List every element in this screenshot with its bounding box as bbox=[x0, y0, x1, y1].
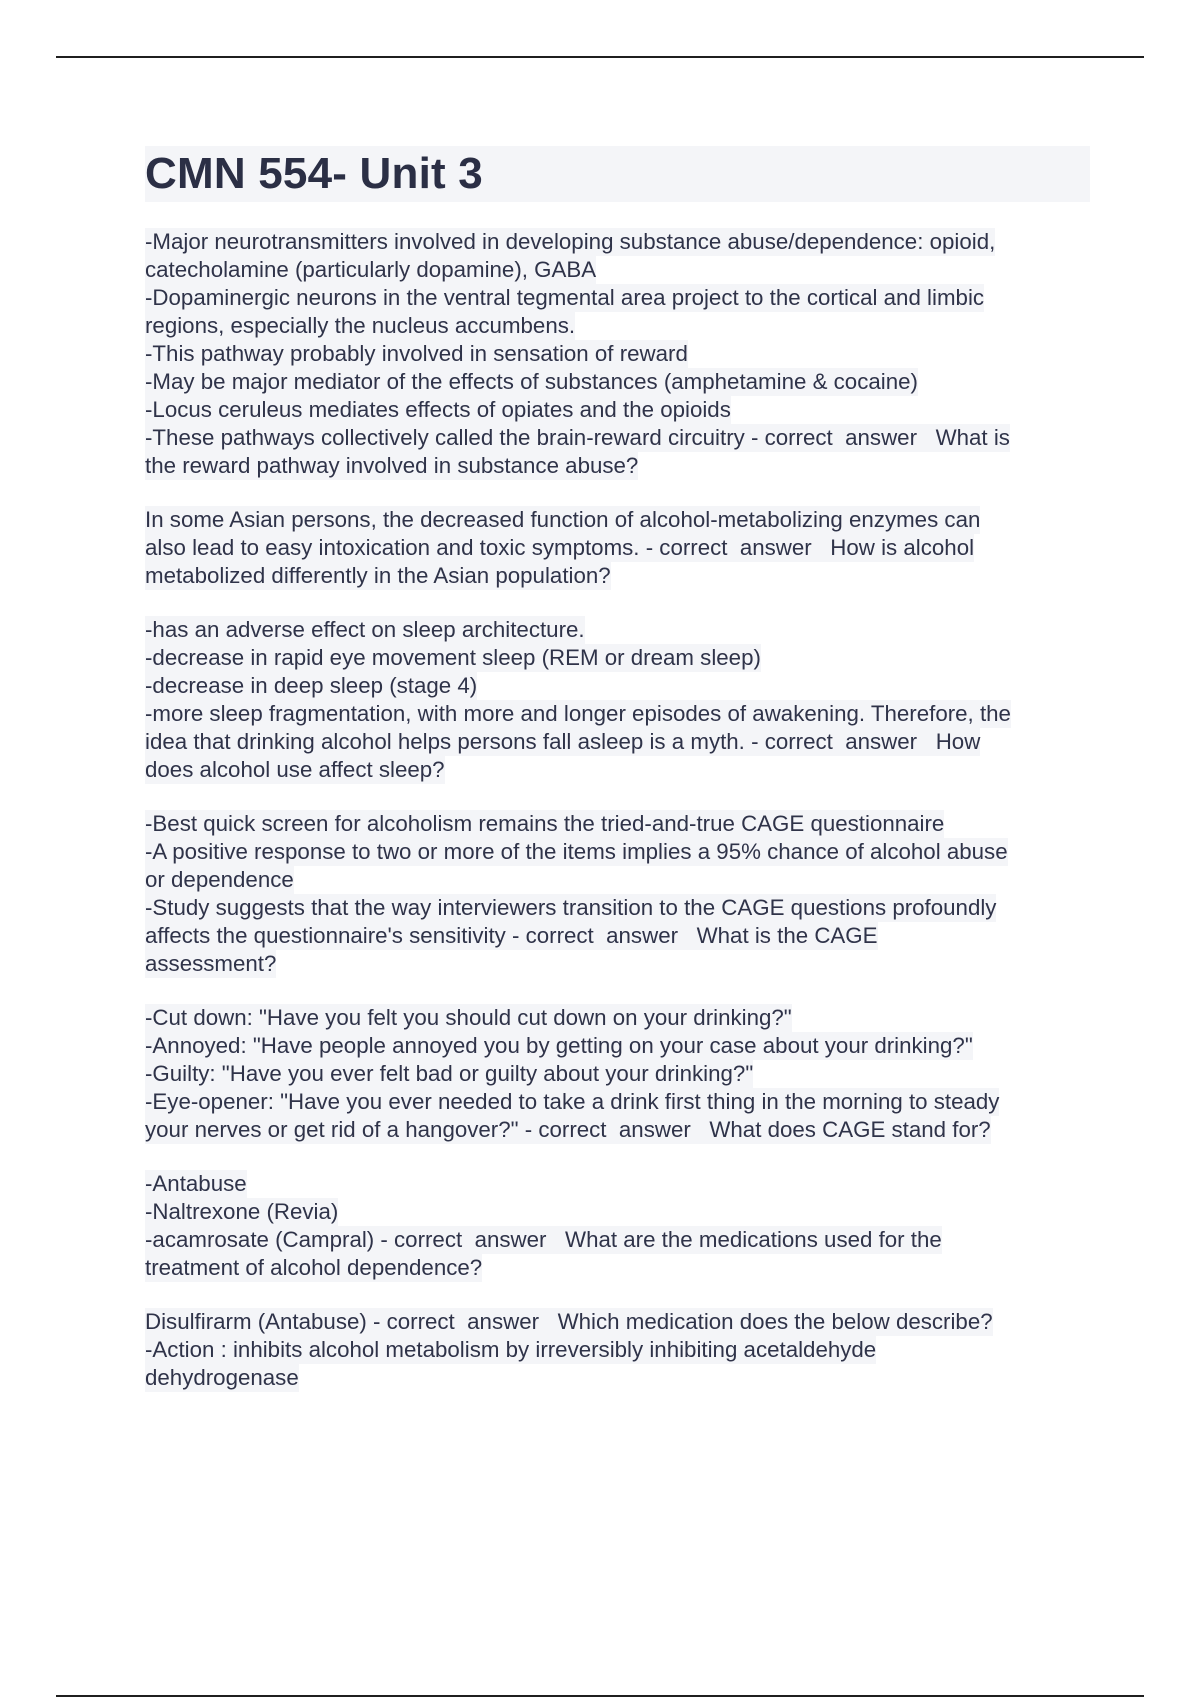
text-line: -Guilty: "Have you ever felt bad or guilty about your drinking?" bbox=[145, 1061, 754, 1086]
text-line: treatment of alcohol dependence? bbox=[145, 1255, 483, 1280]
text-line-row bbox=[145, 644, 1090, 672]
text-line: the reward pathway involved in substance abuse? bbox=[145, 453, 639, 478]
text-line-row bbox=[145, 1364, 1090, 1392]
qa-block bbox=[145, 228, 1090, 480]
text-line: idea that drinking alcohol helps persons fall asleep is a myth. - correct answer How bbox=[145, 729, 981, 754]
text-line: assessment? bbox=[145, 951, 277, 976]
text-line-row bbox=[145, 340, 1090, 368]
text-line: -This pathway probably involved in sensation of reward bbox=[145, 341, 688, 366]
text-line: -has an adverse effect on sleep architecture. bbox=[145, 617, 585, 642]
text-line: -Eye-opener: "Have you ever needed to take a drink first thing in the morning to steady bbox=[145, 1089, 1000, 1114]
text-line-row bbox=[145, 534, 1090, 562]
text-line: -May be major mediator of the effects of substances (amphetamine & cocaine) bbox=[145, 369, 918, 394]
text-line: -decrease in deep sleep (stage 4) bbox=[145, 673, 478, 698]
text-line: -Study suggests that the way interviewers transition to the CAGE questions profoundly bbox=[145, 895, 997, 920]
qa-block bbox=[145, 1004, 1090, 1144]
bottom-rule bbox=[56, 1695, 1144, 1697]
text-line: Disulfirarm (Antabuse) - correct answer Which medication does the below describe? bbox=[145, 1309, 993, 1334]
text-line-row bbox=[145, 866, 1090, 894]
text-line: -Dopaminergic neurons in the ventral tegmental area project to the cortical and limbic bbox=[145, 285, 985, 310]
text-line-row bbox=[145, 672, 1090, 700]
text-line-row bbox=[145, 368, 1090, 396]
text-line-row bbox=[145, 950, 1090, 978]
text-line: catecholamine (particularly dopamine), GABA bbox=[145, 257, 597, 282]
text-line: -Cut down: "Have you felt you should cut down on your drinking?" bbox=[145, 1005, 792, 1030]
text-line-row bbox=[145, 1254, 1090, 1282]
text-line-row bbox=[145, 1004, 1090, 1032]
text-line-row bbox=[145, 228, 1090, 256]
qa-block bbox=[145, 506, 1090, 590]
document-title: CMN 554- Unit 3 bbox=[145, 149, 483, 198]
text-line: -more sleep fragmentation, with more and longer episodes of awakening. Therefore, the bbox=[145, 701, 1011, 726]
text-line-row bbox=[145, 838, 1090, 866]
document-body bbox=[145, 146, 1090, 1418]
text-line: affects the questionnaire's sensitivity - correct answer What is the CAGE bbox=[145, 923, 878, 948]
text-line-row bbox=[145, 396, 1090, 424]
text-line-row bbox=[145, 452, 1090, 480]
text-line-row bbox=[145, 1088, 1090, 1116]
text-line: your nerves or get rid of a hangover?" - correct answer What does CAGE stand for? bbox=[145, 1117, 991, 1142]
text-line-row bbox=[145, 1032, 1090, 1060]
text-line-row bbox=[145, 1116, 1090, 1144]
qa-block bbox=[145, 810, 1090, 978]
text-line: -These pathways collectively called the brain-reward circuitry - correct answer What is bbox=[145, 425, 1010, 450]
text-line: -Naltrexone (Revia) bbox=[145, 1199, 339, 1224]
text-line-row bbox=[145, 506, 1090, 534]
text-line-row bbox=[145, 922, 1090, 950]
text-line: -Annoyed: "Have people annoyed you by getting on your case about your drinking?" bbox=[145, 1033, 973, 1058]
text-line: In some Asian persons, the decreased function of alcohol-metabolizing enzymes can bbox=[145, 507, 981, 532]
text-line: -decrease in rapid eye movement sleep (REM or dream sleep) bbox=[145, 645, 761, 670]
text-line-row bbox=[145, 894, 1090, 922]
text-line: dehydrogenase bbox=[145, 1365, 299, 1390]
text-line: or dependence bbox=[145, 867, 294, 892]
text-line-row bbox=[145, 1060, 1090, 1088]
text-line-row bbox=[145, 756, 1090, 784]
text-line-row bbox=[145, 284, 1090, 312]
text-line: -Major neurotransmitters involved in developing substance abuse/dependence: opioid, bbox=[145, 229, 996, 254]
text-line-row bbox=[145, 700, 1090, 728]
text-line-row bbox=[145, 1308, 1090, 1336]
text-line-row bbox=[145, 256, 1090, 284]
top-rule bbox=[56, 56, 1144, 58]
qa-block bbox=[145, 1170, 1090, 1282]
text-line-row bbox=[145, 728, 1090, 756]
text-line-row bbox=[145, 1226, 1090, 1254]
text-line: metabolized differently in the Asian population? bbox=[145, 563, 611, 588]
text-line-row bbox=[145, 616, 1090, 644]
text-line-row bbox=[145, 312, 1090, 340]
qa-block bbox=[145, 616, 1090, 784]
text-line-row bbox=[145, 424, 1090, 452]
text-line-row bbox=[145, 1336, 1090, 1364]
text-line: -A positive response to two or more of the items implies a 95% chance of alcohol abuse bbox=[145, 839, 1008, 864]
text-line: also lead to easy intoxication and toxic symptoms. - correct answer How is alcohol bbox=[145, 535, 975, 560]
text-line-row bbox=[145, 1170, 1090, 1198]
text-line: -Locus ceruleus mediates effects of opiates and the opioids bbox=[145, 397, 731, 422]
text-line: -acamrosate (Campral) - correct answer What are the medications used for the bbox=[145, 1227, 942, 1252]
title-bar bbox=[145, 146, 1090, 202]
qa-block bbox=[145, 1308, 1090, 1392]
text-line: does alcohol use affect sleep? bbox=[145, 757, 445, 782]
text-line: -Action : inhibits alcohol metabolism by irreversibly inhibiting acetaldehyde bbox=[145, 1337, 877, 1362]
text-line-row bbox=[145, 562, 1090, 590]
text-line: regions, especially the nucleus accumbens. bbox=[145, 313, 576, 338]
qa-list bbox=[145, 228, 1090, 1392]
text-line-row bbox=[145, 810, 1090, 838]
text-line: -Antabuse bbox=[145, 1171, 247, 1196]
text-line: -Best quick screen for alcoholism remains the tried-and-true CAGE questionnaire bbox=[145, 811, 945, 836]
text-line-row bbox=[145, 1198, 1090, 1226]
